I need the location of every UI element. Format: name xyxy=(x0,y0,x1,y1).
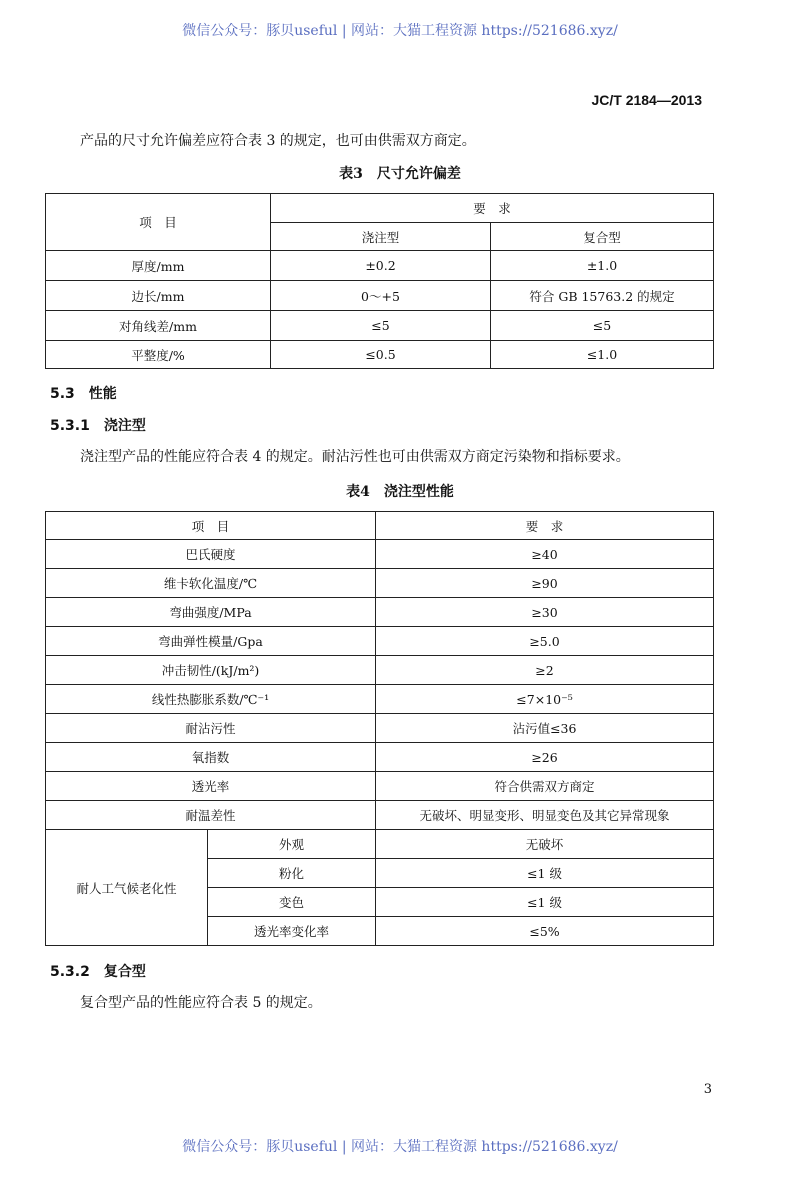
cell: ≥90 xyxy=(376,569,714,598)
weather-aging-label: 耐人工气候老化性 xyxy=(46,830,208,946)
table-row xyxy=(46,311,714,341)
cell: 耐沾污性 xyxy=(46,714,376,743)
cell: 沾污值≤36 xyxy=(376,714,714,743)
table-row xyxy=(46,772,714,801)
cell: 线性热膨胀系数/℃⁻¹ xyxy=(46,685,376,714)
cell: ≥40 xyxy=(376,540,714,569)
cell: ≥26 xyxy=(376,743,714,772)
cell: 巴氏硬度 xyxy=(46,540,376,569)
table-row xyxy=(46,341,714,369)
cell: 维卡软化温度/℃ xyxy=(46,569,376,598)
cell: ≥30 xyxy=(376,598,714,627)
cell: 弯曲强度/MPa xyxy=(46,598,376,627)
table3-header-req: 要 求 xyxy=(271,194,714,223)
table-row xyxy=(46,598,714,627)
cell: ±0.2 xyxy=(271,251,491,281)
table-row xyxy=(46,656,714,685)
cell: 无破坏 xyxy=(376,830,714,859)
table-row xyxy=(46,251,714,281)
table-row xyxy=(46,830,714,859)
watermark-top: 微信公众号：豚贝useful | 网站：大猫工程资源 https://521686.xyz/ xyxy=(182,23,618,39)
cell: 平整度/% xyxy=(46,341,271,369)
cell: ≤7×10⁻⁵ xyxy=(376,685,714,714)
cell: 粉化 xyxy=(208,859,376,888)
cell: 氧指数 xyxy=(46,743,376,772)
intro-table5: 复合型产品的性能应符合表 5 的规定。 xyxy=(80,995,322,1011)
cell: ≥2 xyxy=(376,656,714,685)
section-5-3: 5.3 性能 xyxy=(50,386,117,402)
standard-number: JC/T 2184—2013 xyxy=(591,92,702,108)
cell: 外观 xyxy=(208,830,376,859)
cell: ≤5% xyxy=(376,917,714,946)
table3-caption: 表3 尺寸允许偏差 xyxy=(339,166,461,182)
table3-header-comp: 复合型 xyxy=(491,223,714,251)
table-row xyxy=(46,540,714,569)
table4-header-item: 项 目 xyxy=(46,512,376,540)
table4-caption: 表4 浇注型性能 xyxy=(346,484,454,500)
cell: 弯曲弹性模量/Gpa xyxy=(46,627,376,656)
cell: 透光率 xyxy=(46,772,376,801)
cell: 变色 xyxy=(208,888,376,917)
table-row xyxy=(46,281,714,311)
cell: 对角线差/mm xyxy=(46,311,271,341)
cell: ≤5 xyxy=(491,311,714,341)
cell: ≤0.5 xyxy=(271,341,491,369)
cell: 冲击韧性/(kJ/m²) xyxy=(46,656,376,685)
intro-table4: 浇注型产品的性能应符合表 4 的规定。耐沾污性也可由供需双方商定污染物和指标要求。 xyxy=(80,449,630,465)
intro-table3: 产品的尺寸允许偏差应符合表 3 的规定，也可由供需双方商定。 xyxy=(80,133,476,149)
table3 xyxy=(45,193,714,369)
cell: ≥5.0 xyxy=(376,627,714,656)
cell: 透光率变化率 xyxy=(208,917,376,946)
table-row xyxy=(46,714,714,743)
cell: 无破坏、明显变形、明显变色及其它异常现象 xyxy=(376,801,714,830)
table-row xyxy=(46,627,714,656)
cell: 0～+5 xyxy=(271,281,491,311)
table4-header-req: 要 求 xyxy=(376,512,714,540)
table3-header-item: 项 目 xyxy=(46,194,271,251)
table-row xyxy=(46,801,714,830)
cell: 厚度/mm xyxy=(46,251,271,281)
cell: ≤5 xyxy=(271,311,491,341)
cell: ≤1 级 xyxy=(376,888,714,917)
cell: 符合 GB 15763.2 的规定 xyxy=(491,281,714,311)
table-row xyxy=(46,569,714,598)
section-5-3-1: 5.3.1 浇注型 xyxy=(50,418,146,434)
cell: ≤1.0 xyxy=(491,341,714,369)
page-number: 3 xyxy=(703,1082,712,1097)
table-row xyxy=(46,743,714,772)
cell: ±1.0 xyxy=(491,251,714,281)
cell: ≤1 级 xyxy=(376,859,714,888)
cell: 耐温差性 xyxy=(46,801,376,830)
table-row xyxy=(46,685,714,714)
cell: 符合供需双方商定 xyxy=(376,772,714,801)
table4 xyxy=(45,511,714,946)
watermark-bottom: 微信公众号：豚贝useful | 网站：大猫工程资源 https://521686.xyz/ xyxy=(182,1139,618,1155)
table3-header-cast: 浇注型 xyxy=(271,223,491,251)
section-5-3-2: 5.3.2 复合型 xyxy=(50,964,146,980)
cell: 边长/mm xyxy=(46,281,271,311)
